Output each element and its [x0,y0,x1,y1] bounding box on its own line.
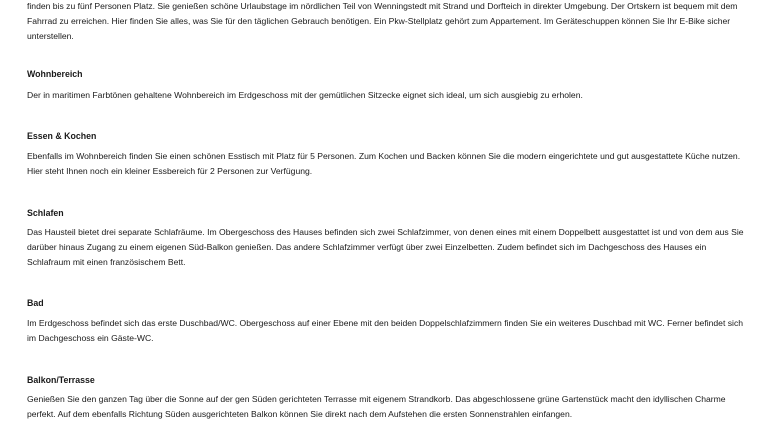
paragraph-bad: Im Erdgeschoss befindet sich das erste Duschbad/WC. Obergeschoss auf einer Ebene mit den beiden Doppelschlafzimmern finden Sie ein weiteres Duschbad mit WC. Ferner befindet sich im Dachgeschoss ein Gäste-WC. [27,318,744,343]
paragraph-balkon-terrasse: Genießen Sie den ganzen Tag über die Sonne auf der gen Süden gerichteten Terrasse mit eigenem Strandkorb. Das abgeschlossene grüne Gartenstück macht den idyllischen Charme perfekt. Auf dem ebenfalls Richtung Süden ausgerichteten Balkon können Sie direkt nach dem Aufstehen die ersten Sonnenstrahlen einfangen. [27,394,726,419]
intro-paragraph: finden bis zu fünf Personen Platz. Sie genießen schöne Urlaubstage im nördlichen Teil von Wenningstedt mit Strand und Dorfteich in direkter Umgebung. Der Ortskern ist bequem mit dem Fahrrad zu erreichen. Hier finden Sie alles, was Sie für den täglichen Gebrauch benötigen. Ein Pkw-Stellplatz gehört zum Appartement. Im Geräteschuppen können Sie Ihr E-Bike sicher unterstellen. [27,1,738,41]
paragraph-wohnbereich: Der in maritimen Farbtönen gehaltene Wohnbereich im Erdgeschoss mit der gemütlichen Sitzecke eignet sich ideal, um sich ausgiebig zu erholen. [27,90,583,100]
heading-schlafen: Schlafen [27,208,64,218]
heading-bad: Bad [27,298,44,308]
heading-wohnbereich: Wohnbereich [27,69,83,79]
paragraph-schlafen: Das Hausteil bietet drei separate Schlafräume. Im Obergeschoss des Hauses befinden sich zwei Schlafzimmer, von denen eines mit einem Doppelbett ausgestattet ist und von dem aus Sie darüber hinaus Zugang zu einem eigenen Süd-Balkon genießen. Das andere Schlafzimmer verfügt über zwei Einzelbetten. Zudem befindet sich im Dachgeschoss des Hauses ein Schlafraum mit einen französischem Bett. [27,227,744,267]
heading-essen-kochen: Essen & Kochen [27,131,97,141]
paragraph-essen-kochen: Ebenfalls im Wohnbereich finden Sie einen schönen Esstisch mit Platz für 5 Personen. Zum Kochen und Backen können Sie die modern eingerichtete und gut ausgestattete Küche nutzen. Hier steht Ihnen noch ein kleiner Essbereich für 2 Personen zur Verfügung. [27,151,741,176]
heading-balkon-terrasse: Balkon/Terrasse [27,375,95,385]
